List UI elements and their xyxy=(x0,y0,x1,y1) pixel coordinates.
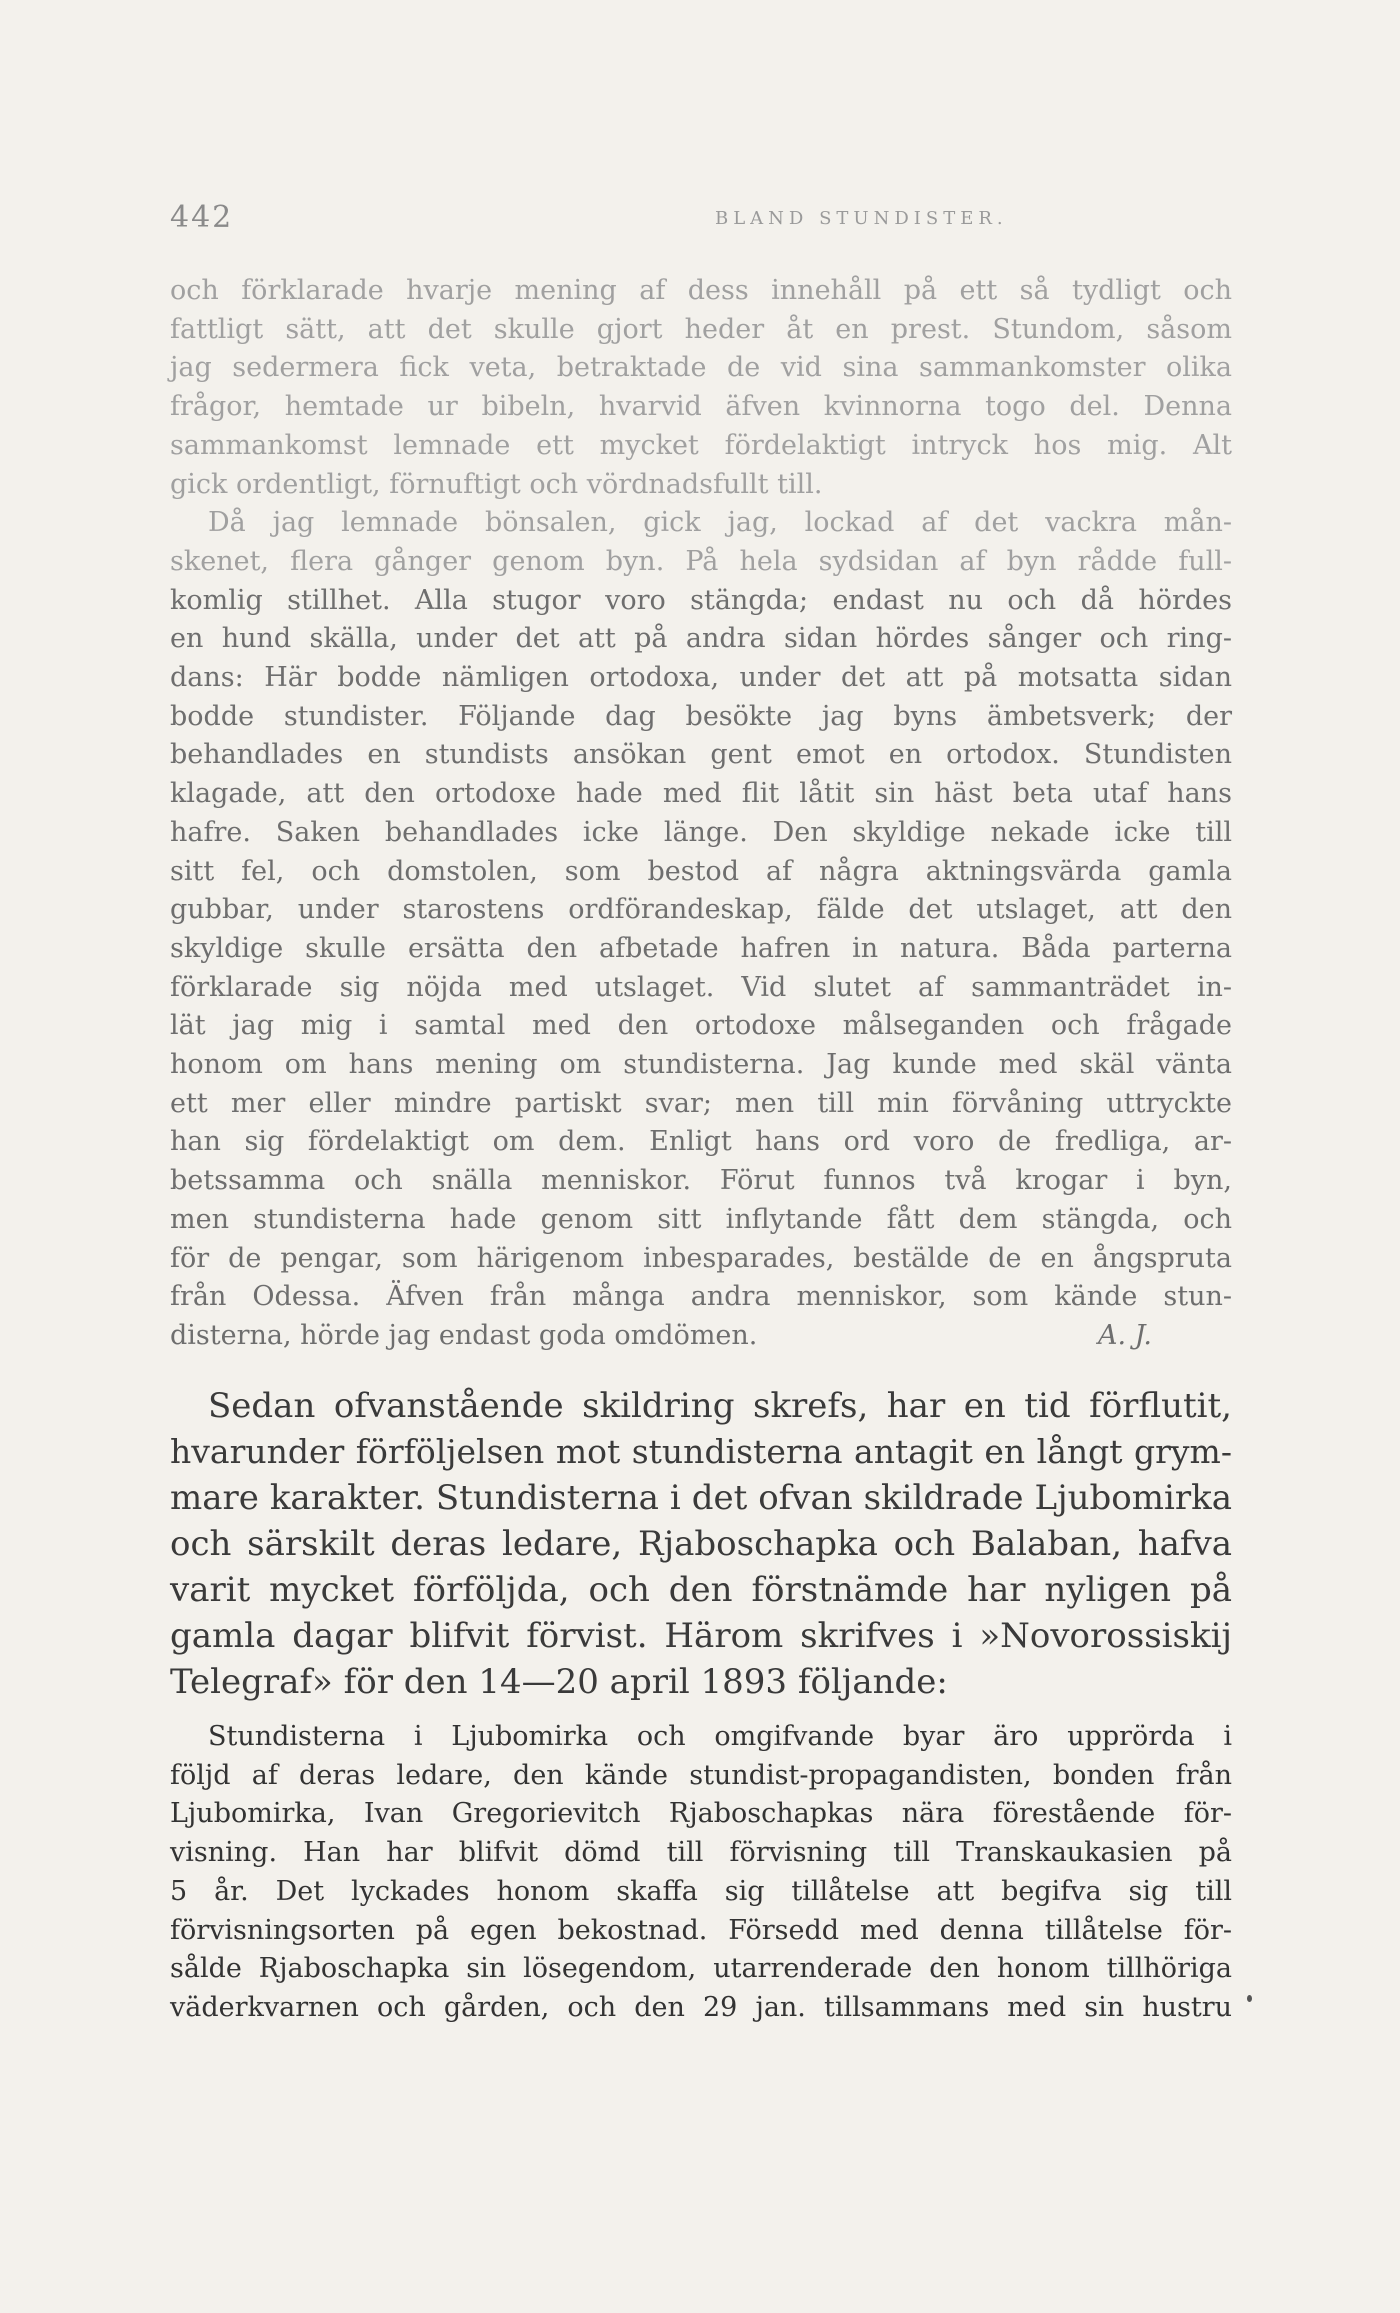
section-quoted-report xyxy=(170,1718,1232,2028)
paragraph-line: gamla dagar blifvit förvist. Härom skrifves i »Novorossiskij xyxy=(170,1616,1232,1656)
paragraph-line: honom om hans mening om stundisterna. Jag kunde med skäl vänta xyxy=(170,1049,1232,1081)
paragraph-line: Sedan ofvanstående skildring skrefs, har en tid förflutit, xyxy=(208,1386,1232,1426)
paragraph-line: förvisningsorten på egen bekostnad. Försedd med denna tillåtelse för- xyxy=(170,1914,1232,1946)
paragraph-line: frågor, hemtade ur bibeln, hvarvid äfven kvinnorna togo del. Denna xyxy=(170,391,1232,423)
paragraph-line: hafre. Saken behandlades icke länge. Den skyldige nekade icke till xyxy=(170,816,1232,848)
paragraph-line: gick ordentligt, förnuftigt och vördnadsfullt till. xyxy=(170,468,823,500)
paragraph-line: mare karakter. Stundisterna i det ofvan skildrade Ljubomirka xyxy=(170,1478,1232,1518)
paragraph-line: gubbar, under starostens ordförandeskap, fälde det utslaget, att den xyxy=(170,894,1232,926)
paragraph-line: från Odessa. Äfven från många andra menniskor, som kände stun- xyxy=(170,1281,1232,1313)
section-editorial-note xyxy=(170,1383,1232,1705)
section-travel-account xyxy=(170,272,1232,1356)
author-signature: A. J. xyxy=(1098,1319,1152,1351)
paragraph-line: skenet, flera gånger genom byn. På hela sydsidan af byn rådde full- xyxy=(170,545,1232,577)
paragraph-line: komlig stillhet. Alla stugor voro stängda; endast nu och då hördes xyxy=(170,584,1232,616)
paragraph-line: sålde Rjaboschapka sin lösegendom, utarrenderade den honom tillhöriga xyxy=(170,1953,1232,1985)
paragraph-line: väderkvarnen och gården, och den 29 jan. tillsammans med sin hustru xyxy=(170,1991,1232,2023)
paragraph-line: sitt fel, och domstolen, som bestod af några aktningsvärda gamla xyxy=(170,855,1232,887)
paragraph-line: ett mer eller mindre partiskt svar; men till min förvåning uttryckte xyxy=(170,1087,1232,1119)
paragraph-line: fattligt sätt, att det skulle gjort heder åt en prest. Stundom, såsom xyxy=(170,313,1232,345)
paragraph-line: Då jag lemnade bönsalen, gick jag, lockad af det vackra mån- xyxy=(208,507,1232,539)
paragraph-line: bodde stundister. Följande dag besökte jag byns ämbetsverk; der xyxy=(170,700,1232,732)
paragraph-line: och särskilt deras ledare, Rjaboschapka och Balaban, hafva xyxy=(170,1524,1232,1564)
paragraph-line: skyldige skulle ersätta den afbetade hafren in natura. Båda parterna xyxy=(170,932,1232,964)
paragraph-line: och förklarade hvarje mening af dess innehåll på ett så tydligt och xyxy=(170,275,1232,306)
paragraph-line: förklarade sig nöjda med utslaget. Vid slutet af sammanträdet in- xyxy=(170,971,1232,1003)
paragraph-line: jag sedermera fick veta, betraktade de vid sina sammankomster olika xyxy=(170,352,1232,384)
paragraph-line: Stundisterna i Ljubomirka och omgifvande byar äro upprörda i xyxy=(208,1721,1232,1752)
paragraph-line: följd af deras ledare, den kände stundist-propagandisten, bonden från xyxy=(170,1759,1232,1791)
paragraph-line-text: disterna, hörde jag endast goda omdömen. xyxy=(170,1319,758,1351)
paragraph-line: Telegraf» för den 14—20 april 1893 följande: xyxy=(170,1662,948,1702)
paragraph-line: lät jag mig i samtal med den ortodoxe målseganden och frågade xyxy=(170,1010,1232,1042)
paragraph-line: visning. Han har blifvit dömd till förvisning till Transkaukasien på xyxy=(170,1837,1232,1869)
page-number: 442 xyxy=(170,200,234,235)
page-header xyxy=(170,200,1230,240)
paragraph-line: Ljubomirka, Ivan Gregorievitch Rjaboschapkas nära förestående för- xyxy=(170,1798,1232,1830)
paragraph-line: klagade, att den ortodoxe hade med flit låtit sin häst beta utaf hans xyxy=(170,778,1232,810)
paragraph-line: 5 år. Det lyckades honom skaffa sig tillåtelse att begifva sig till xyxy=(170,1875,1232,1907)
running-title: BLAND STUNDISTER. xyxy=(715,208,1008,229)
ink-speck xyxy=(1247,1995,1252,2002)
paragraph-line: men stundisterna hade genom sitt inflytande fått dem stängda, och xyxy=(170,1203,1232,1235)
paragraph-line: behandlades en stundists ansökan gent emot en ortodox. Stundisten xyxy=(170,739,1232,771)
paragraph-line: varit mycket förföljda, och den förstnämde har nyligen på xyxy=(170,1570,1232,1610)
paragraph-line: betssamma och snälla menniskor. Förut funnos två krogar i byn, xyxy=(170,1165,1232,1197)
paragraph-line xyxy=(170,1317,1232,1356)
paragraph-line: han sig fördelaktigt om dem. Enligt hans ord voro de fredliga, ar- xyxy=(170,1126,1232,1158)
paragraph-line: för de pengar, som härigenom inbesparades, bestälde de en ångspruta xyxy=(170,1242,1232,1274)
paragraph-line: sammankomst lemnade ett mycket fördelaktigt intryck hos mig. Alt xyxy=(170,429,1232,461)
paragraph-line: dans: Här bodde nämligen ortodoxa, under det att på motsatta sidan xyxy=(170,662,1232,694)
paragraph-line: en hund skälla, under det att på andra sidan hördes sånger och ring- xyxy=(170,623,1232,655)
paragraph-line: hvarunder förföljelsen mot stundisterna antagit en långt grym- xyxy=(170,1432,1232,1471)
